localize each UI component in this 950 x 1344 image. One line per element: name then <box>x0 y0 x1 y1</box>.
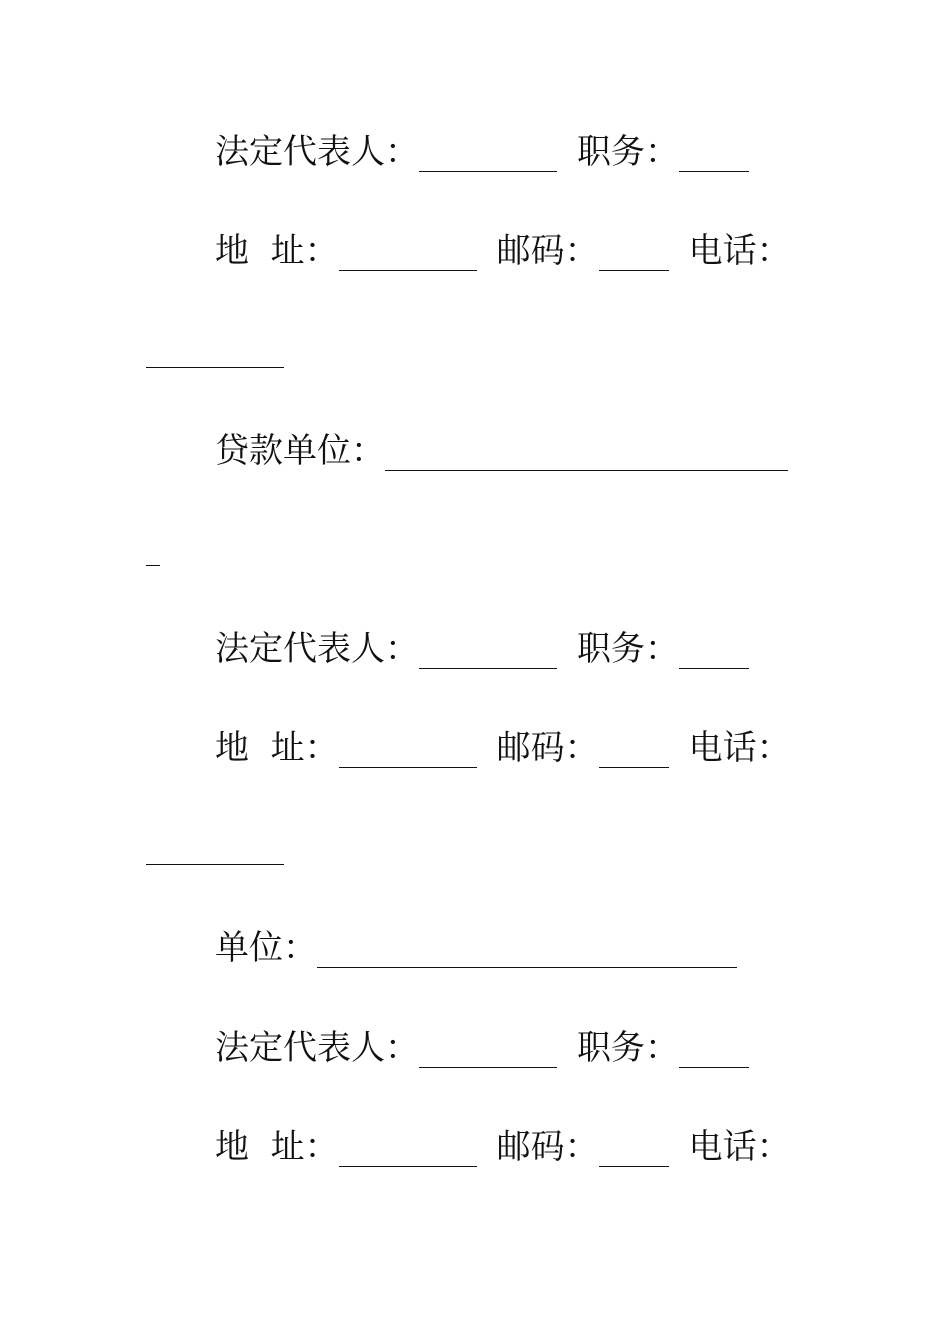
legal-rep-row-1 <box>215 132 749 172</box>
position-label: 职务： <box>577 132 679 172</box>
legal-rep-label: 法定代表人： <box>215 629 419 669</box>
position-label: 职务： <box>577 629 679 669</box>
position-field[interactable] <box>679 638 749 669</box>
unit-field[interactable] <box>317 937 737 968</box>
lending-unit-field-continuation[interactable] <box>146 564 160 566</box>
address-row-3 <box>215 1127 791 1167</box>
legal-rep-field[interactable] <box>419 638 557 669</box>
legal-rep-field[interactable] <box>419 1037 557 1068</box>
phone-label: 电话： <box>688 231 791 271</box>
position-field[interactable] <box>679 1037 749 1068</box>
legal-rep-row-3 <box>215 1028 749 1068</box>
postcode-field[interactable] <box>599 737 669 768</box>
address-field[interactable] <box>339 1136 477 1167</box>
lending-unit-row <box>215 431 788 471</box>
legal-rep-label: 法定代表人： <box>215 1028 419 1068</box>
address-field[interactable] <box>339 240 477 271</box>
phone-field[interactable] <box>146 863 284 865</box>
address-row-2 <box>215 728 791 768</box>
phone-label: 电话： <box>688 728 791 768</box>
address-row-1 <box>215 231 791 271</box>
legal-rep-field[interactable] <box>419 141 557 172</box>
legal-rep-row-2 <box>215 629 749 669</box>
position-label: 职务： <box>577 1028 679 1068</box>
postcode-field[interactable] <box>599 1136 669 1167</box>
address-label: 地 址： <box>215 728 339 768</box>
postcode-label: 邮码： <box>496 1127 599 1167</box>
position-field[interactable] <box>679 141 749 172</box>
lending-unit-field[interactable] <box>385 440 788 471</box>
phone-label: 电话： <box>688 1127 791 1167</box>
postcode-label: 邮码： <box>496 231 599 271</box>
postcode-field[interactable] <box>599 240 669 271</box>
lending-unit-label: 贷款单位： <box>215 431 385 471</box>
postcode-label: 邮码： <box>496 728 599 768</box>
unit-row <box>215 928 737 968</box>
address-field[interactable] <box>339 737 477 768</box>
unit-label: 单位： <box>215 928 317 968</box>
address-label: 地 址： <box>215 231 339 271</box>
phone-field[interactable] <box>146 366 284 368</box>
address-label: 地 址： <box>215 1127 339 1167</box>
legal-rep-label: 法定代表人： <box>215 132 419 172</box>
